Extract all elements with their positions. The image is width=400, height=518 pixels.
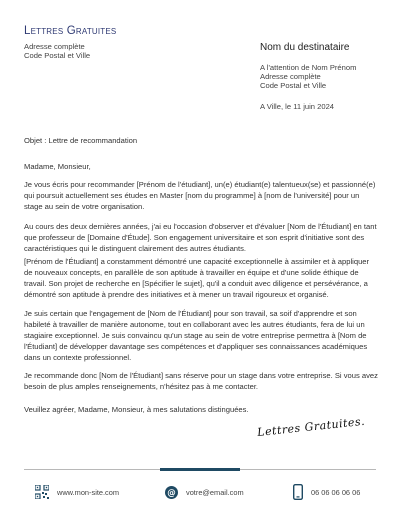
recipient-name: Nom du destinataire: [260, 42, 350, 53]
footer-phone: [293, 484, 360, 500]
footer-phone-text: 06 06 06 06 06: [311, 487, 361, 497]
letter-greeting: Madame, Monsieur,: [24, 162, 91, 171]
sender-address: Adresse complète: [24, 42, 85, 51]
paragraph-abilities: [Prénom de l'Étudiant] a constamment démontré une capacité exceptionnelle à assimiler et à appliquer de nouveaux concepts, en parallèle de son aptitude à travailler en équipe et d'une solide éthique de travail. Son projet de recherche en [Spécifier le sujet], qu'il a conduit avec diligence et persévérance, a démontré son aptitude à prendre des initiatives et à mener un travail rigoureux et organisé.: [24, 257, 370, 299]
qr-code-icon: [35, 485, 49, 499]
paragraph-recommendation: Je recommande donc [Nom de l'Étudiant] sans réserve pour un stage dans votre entreprise. Si vous avez besoin de plus amples renseignements, n'hésitez pas à me contacter.: [24, 371, 378, 391]
sender-name: Lettres Gratuites: [24, 25, 117, 37]
phone-icon: [293, 484, 303, 500]
sender-postal-city: Code Postal et Ville: [24, 51, 91, 60]
footer-website: [35, 484, 119, 500]
handwritten-signature: [256, 414, 366, 458]
signature-text: Lettres Gratuites.: [256, 414, 366, 439]
letter-date: A Ville, le 11 juin 2024: [260, 102, 335, 111]
recipient-address: Adresse complète: [260, 72, 321, 81]
paragraph-intro: Je vous écris pour recommander [Prénom de l'étudiant], un(e) étudiant(e) talentueux(se) et passionné(e) qui poursuit actuellement ses études en Master [nom du programme] à [nom de l'université] pour un stage au sein de votre organisation.: [24, 180, 376, 211]
footer-divider-accent: [160, 468, 240, 471]
recipient-postal-city: Code Postal et Ville: [260, 81, 327, 90]
recipient-attention: A l'attention de Nom Prénom: [260, 63, 357, 72]
paragraph-observation: Au cours des deux dernières années, j'ai eu l'occasion d'observer et d'évaluer [Nom de l'Étudiant] en tant que professeur de [Domaine d'Étude]. Son engagement universitaire et son esprit d'initiative sont des caractéristiques qui le distinguent clairement des autres étudiants.: [24, 222, 377, 253]
svg-text:@: @: [167, 487, 176, 498]
footer-website-text: www.mon-site.com: [57, 487, 120, 497]
letter-closing: Veuillez agréer, Madame, Monsieur, à mes salutations distinguées.: [24, 405, 249, 414]
footer-email-text: votre@email.com: [186, 487, 244, 497]
paragraph-conviction: Je suis certain que l'engagement de [Nom de l'Étudiant] pour son travail, sa soif d'apprendre et son habileté à travailler de manière autonome, tout en collaborant avec les autres étudiants, fera de lui un stagiaire exceptionnel. Je suis convaincu qu'un stage au sein de votre entreprise permettra à [Nom de l'Étudiant] de développer davantage ses compétences et d'appliquer ses connaissances académiques dans un contexte professionnel.: [24, 309, 368, 362]
at-sign-icon: [165, 486, 178, 499]
footer-email: [165, 484, 244, 500]
letter-object: Objet : Lettre de recommandation: [24, 136, 138, 145]
